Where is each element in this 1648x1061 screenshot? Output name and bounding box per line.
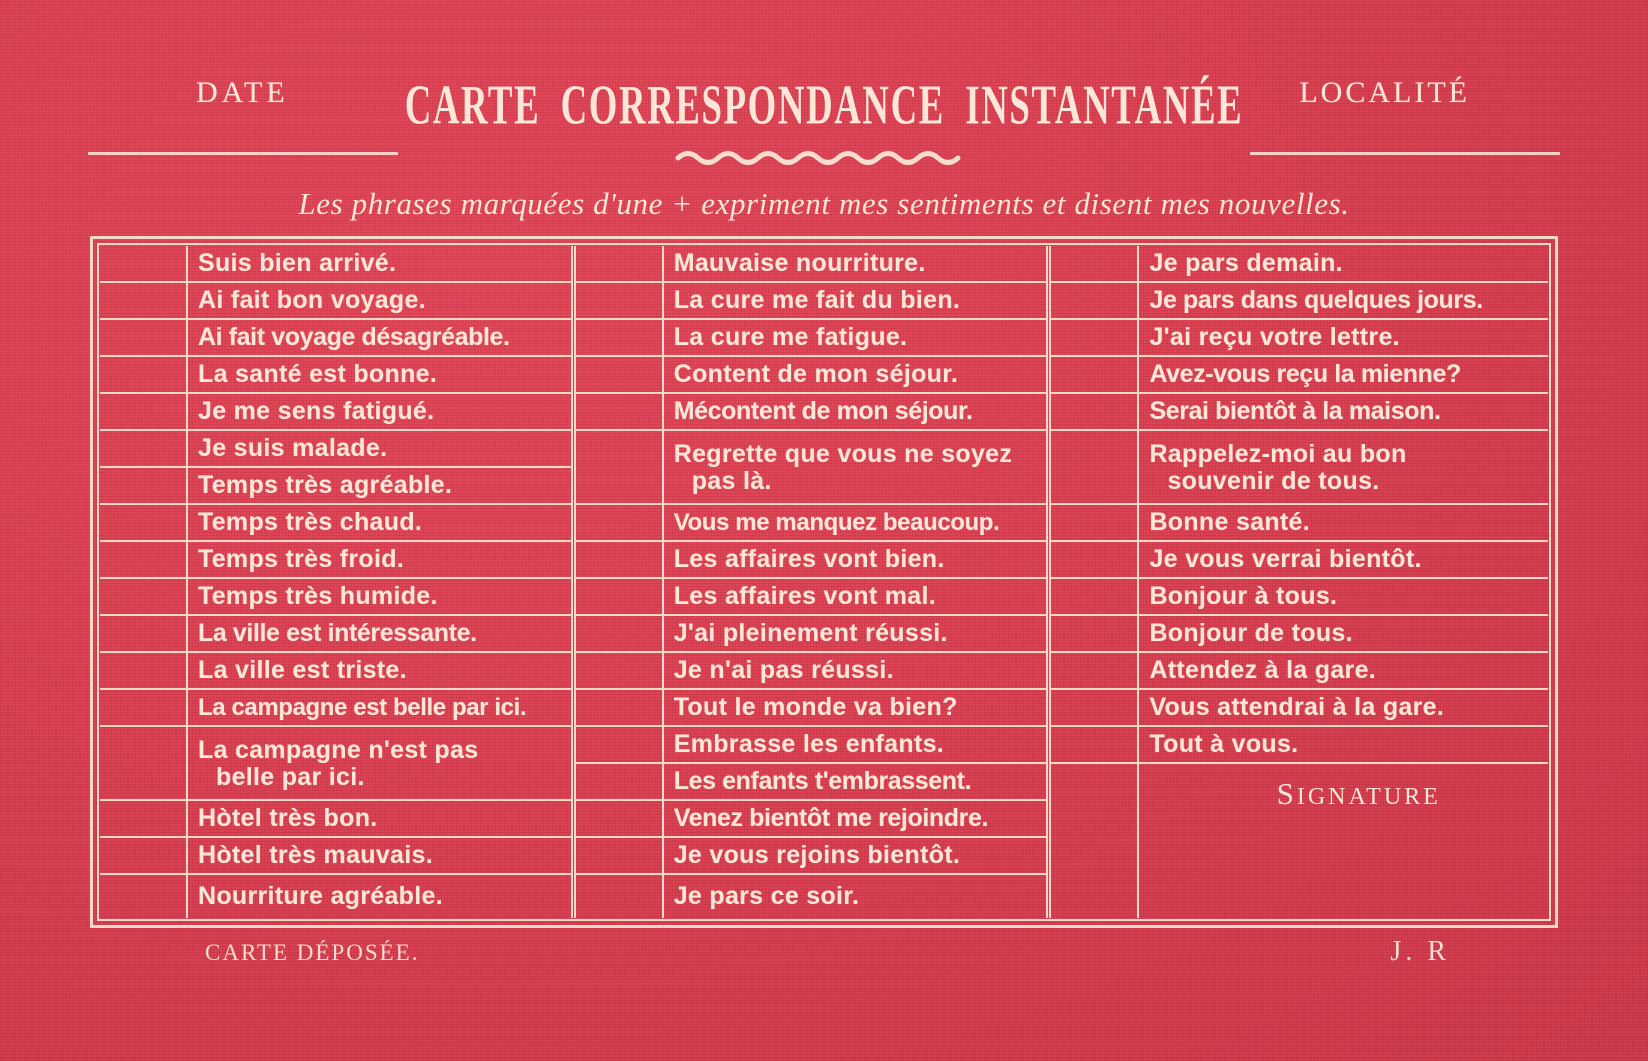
checkbox-cell[interactable] [576,801,662,838]
phrase-text: Les enfants t'embrassent. [673,767,972,795]
phrase-text: Serai bientôt à la maison. [1149,397,1441,425]
phrase-text: Je pars ce soir. [673,882,860,910]
checkbox-cell[interactable] [1051,246,1137,283]
checkbox-cell[interactable] [576,505,662,542]
phrase-row[interactable] [664,357,1047,394]
checkbox-cell[interactable] [100,875,186,918]
phrase-row[interactable] [664,875,1047,918]
checkbox-cell[interactable] [1051,542,1137,579]
phrase-row[interactable] [188,616,571,653]
phrase-text: La ville est intéressante. [198,619,477,647]
phrase-row[interactable] [664,838,1047,875]
checkbox-cell[interactable] [576,431,662,505]
checkbox-cell[interactable] [1051,357,1137,394]
postcard-header [0,58,1648,168]
phrase-column-2 [576,246,1047,918]
phrase-text: J'ai pleinement réussi. [673,619,948,647]
phrase-row[interactable] [188,653,571,690]
phrase-text: Suis bien arrivé. [198,249,397,277]
instruction-text: Les phrases marquées d'une + expriment mes sentiments et disent mes nouvelles. [298,186,1350,221]
phrase-row[interactable] [664,394,1047,431]
phrase-text: Mauvaise nourriture. [673,249,926,277]
phrase-text: Je vous rejoins bientôt. [673,841,961,869]
checkbox-cell[interactable] [1051,505,1137,542]
checkbox-cell[interactable] [100,505,186,542]
phrase-table [100,246,1548,918]
phrase-text: J'ai reçu votre lettre. [1149,323,1400,351]
phrase-row[interactable] [1139,616,1548,653]
checkbox-cell[interactable] [1051,653,1137,690]
checkbox-cell[interactable] [1051,727,1137,764]
phrase-text: Bonne santé. [1149,508,1311,536]
phrase-column-3 [1051,246,1548,918]
phrase-text: Hòtel très mauvais. [198,841,433,869]
checkbox-cell[interactable] [1051,283,1137,320]
checkbox-cell[interactable] [1051,616,1137,653]
phrase-row[interactable] [664,579,1047,616]
page-title-text: CARTE CORRESPONDANCE INSTANTANÉE [404,73,1244,136]
phrase-row[interactable] [188,431,571,468]
checkbox-cell[interactable] [100,616,186,653]
phrase-row[interactable] [1139,431,1548,505]
phrase-row[interactable] [188,542,571,579]
phrase-list-2 [664,246,1047,918]
checkbox-cell[interactable] [1051,764,1137,918]
phrase-text: Les affaires vont mal. [673,582,936,610]
checkbox-cell[interactable] [1051,394,1137,431]
checkbox-cell[interactable] [576,542,662,579]
checkbox-cell[interactable] [576,875,662,918]
phrase-text: Temps très humide. [198,582,438,610]
phrase-text: Regrette que vous ne soyez [673,440,1013,468]
phrase-text: Je vous verrai bientôt. [1149,545,1422,573]
phrase-column-1 [100,246,571,918]
checkbox-cell[interactable] [576,283,662,320]
phrase-row[interactable] [664,616,1047,653]
checkbox-cell[interactable] [576,838,662,875]
phrase-row[interactable] [664,690,1047,727]
phrase-row[interactable] [188,357,571,394]
phrase-text: Venez bientôt me rejoindre. [673,804,988,832]
phrase-text: Embrasse les enfants. [673,730,945,758]
phrase-text-wrapper [188,735,571,791]
phrase-text: Ai fait bon voyage. [198,286,426,314]
phrase-text: Je n'ai pas réussi. [673,656,894,684]
checkbox-cell[interactable] [100,394,186,431]
phrase-list-1 [188,246,571,918]
checkbox-column-1 [100,246,188,918]
checkbox-cell[interactable] [100,542,186,579]
phrase-list-3 [1139,246,1548,918]
checkbox-cell[interactable] [576,653,662,690]
phrase-row[interactable] [188,505,571,542]
checkbox-cell[interactable] [576,690,662,727]
phrase-row[interactable] [1139,579,1548,616]
locality-label: LOCALITÉ [1299,76,1470,109]
checkbox-cell[interactable] [100,690,186,727]
phrase-text: Bonjour de tous. [1149,619,1353,647]
phrase-text: Tout le monde va bien? [673,693,958,721]
phrase-row[interactable] [1139,542,1548,579]
phrase-row[interactable] [664,431,1047,505]
checkbox-cell[interactable] [100,357,186,394]
phrase-text: Mécontent de mon séjour. [673,397,973,425]
phrase-text: Avez-vous reçu la mienne? [1149,360,1461,388]
phrase-text: Bonjour à tous. [1149,582,1338,610]
date-write-line[interactable] [88,152,398,155]
phrase-row[interactable] [664,246,1047,283]
checkbox-cell[interactable] [100,838,186,875]
phrase-text: Attendez à la gare. [1149,656,1377,684]
phrase-row[interactable] [1139,320,1548,357]
phrase-text-wrapper [1139,439,1548,495]
phrase-row[interactable] [1139,246,1548,283]
phrase-row[interactable] [188,246,571,283]
phrase-text: Nourriture agréable. [198,882,443,910]
phrase-row[interactable] [664,653,1047,690]
phrase-text: Vous me manquez beaucoup. [673,508,1000,536]
phrase-row[interactable] [1139,283,1548,320]
phrase-text: Temps très froid. [198,545,405,573]
phrase-text-wrapper [664,439,1047,495]
phrase-row[interactable] [188,579,571,616]
phrase-row[interactable] [188,875,571,918]
phrase-row[interactable] [1139,727,1548,764]
checkbox-column-2 [576,246,664,918]
phrase-text: Temps très agréable. [198,471,453,499]
phrase-text: Je pars dans quelques jours. [1149,286,1483,314]
phrase-text: Ai fait voyage désagréable. [198,323,510,351]
phrase-row[interactable] [188,468,571,505]
page-title [300,73,1348,136]
checkbox-cell[interactable] [1051,690,1137,727]
phrase-row[interactable] [1139,690,1548,727]
phrase-text: La cure me fait du bien. [673,286,961,314]
checkbox-cell[interactable] [100,653,186,690]
phrase-text: La campagne n'est pas [198,736,479,764]
phrase-text: Rappelez-moi au bon [1149,440,1407,468]
phrase-row[interactable] [1139,357,1548,394]
phrase-row[interactable] [664,801,1047,838]
checkbox-cell[interactable] [100,727,186,801]
phrase-row[interactable] [1139,505,1548,542]
date-label: DATE [196,76,289,109]
phrase-text: La ville est triste. [198,656,407,684]
phrase-row[interactable] [664,283,1047,320]
carte-deposee-mark: CARTE DÉPOSÉE. [205,940,420,965]
phrase-text: Vous attendrai à la gare. [1149,693,1445,721]
phrase-row[interactable] [664,505,1047,542]
phrase-text: Je me sens fatigué. [198,397,435,425]
checkbox-cell[interactable] [576,320,662,357]
wavy-divider-icon [674,146,974,168]
checkbox-cell[interactable] [1051,431,1137,505]
checkbox-cell[interactable] [576,394,662,431]
phrase-row[interactable] [188,690,571,727]
checkbox-cell[interactable] [100,468,186,505]
phrase-row[interactable] [1139,394,1548,431]
checkbox-cell[interactable] [576,579,662,616]
checkbox-cell[interactable] [100,579,186,616]
checkbox-cell[interactable] [100,320,186,357]
signature-area[interactable] [1139,764,1548,918]
phrase-row[interactable] [1139,653,1548,690]
phrase-text-cont: belle par ici. [216,763,365,791]
signature-label: SIGNATURE [1276,776,1441,811]
phrase-text-cont: pas là. [691,467,772,495]
phrase-row[interactable] [188,394,571,431]
phrase-text: La campagne est belle par ici. [198,693,527,721]
phrase-text: Je pars demain. [1149,249,1343,277]
phrase-text: La cure me fatigue. [673,323,908,351]
phrase-row[interactable] [188,801,571,838]
phrase-row[interactable] [664,764,1047,801]
phrase-row[interactable] [188,283,571,320]
phrase-text: La santé est bonne. [198,360,438,388]
checkbox-cell[interactable] [576,616,662,653]
checkbox-cell[interactable] [1051,320,1137,357]
checkbox-cell[interactable] [576,246,662,283]
checkbox-cell[interactable] [100,246,186,283]
phrase-row[interactable] [664,320,1047,357]
phrase-row[interactable] [188,838,571,875]
checkbox-cell[interactable] [100,801,186,838]
phrase-text: Content de mon séjour. [673,360,959,388]
phrase-text-cont: souvenir de tous. [1167,467,1380,495]
locality-write-line[interactable] [1250,152,1560,155]
phrase-row[interactable] [664,542,1047,579]
phrase-text: Temps très chaud. [198,508,423,536]
checkbox-cell[interactable] [100,431,186,468]
checkbox-column-3 [1051,246,1139,918]
checkbox-cell[interactable] [576,764,662,801]
phrase-text: Tout à vous. [1149,730,1299,758]
phrase-text: Hòtel très bon. [198,804,378,832]
checkbox-cell[interactable] [576,727,662,764]
checkbox-cell[interactable] [100,283,186,320]
phrase-row[interactable] [188,320,571,357]
phrase-text: Les affaires vont bien. [673,545,945,573]
checkbox-cell[interactable] [1051,579,1137,616]
phrase-text: Je suis malade. [198,434,388,462]
phrase-row[interactable] [188,727,571,801]
phrase-row[interactable] [664,727,1047,764]
publisher-initials: J. R [1390,936,1450,967]
checkbox-cell[interactable] [576,357,662,394]
